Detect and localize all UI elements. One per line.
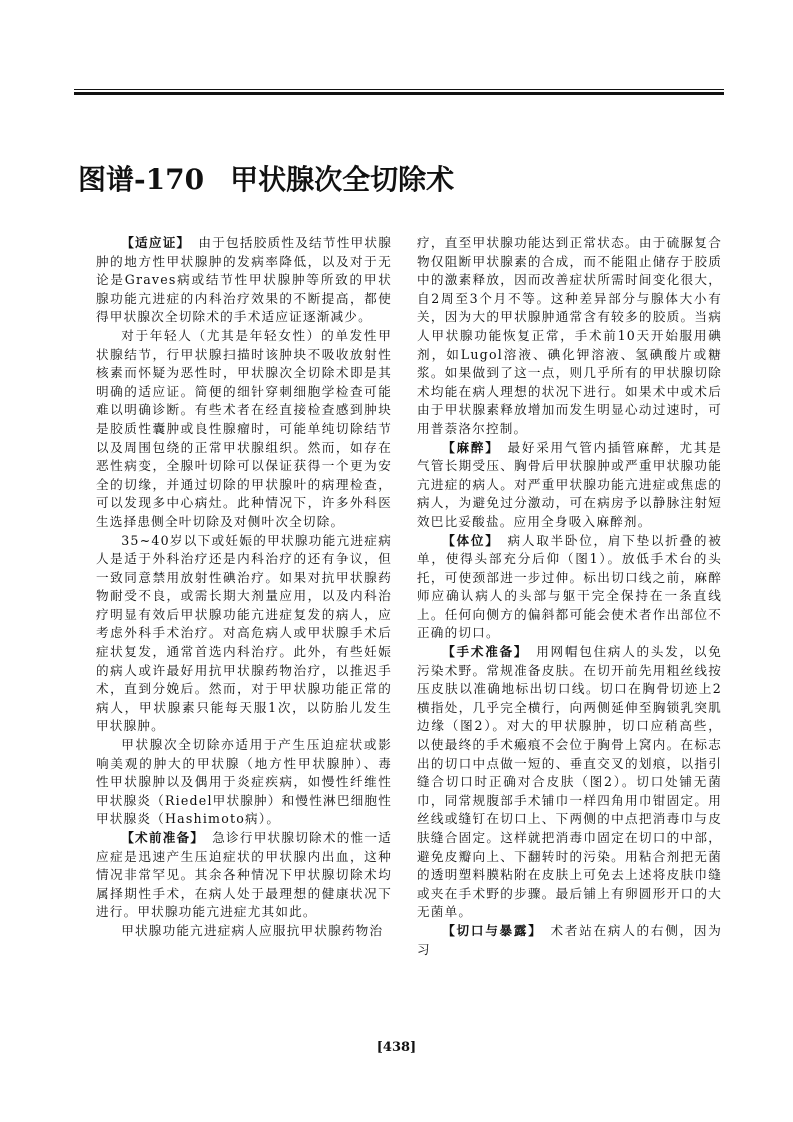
page-title (78, 158, 454, 198)
section-label: 【手术准备】 (442, 644, 529, 660)
section-label: 【麻醉】 (442, 439, 500, 455)
paragraph-text: 35~40岁以下或妊娠的甲状腺功能亢进症病人是适于外科治疗还是内科治疗的还有争议，但一致同意禁用放射性碘治疗。如果对抗甲状腺药物耐受不良，或需长期大剂量应用，以及内科治疗明显有效后甲状腺功能亢进症复发的病人，应考虑外科手术治疗。对高危病人或甲状腺手术后症状复发，通常首选内科治疗。此外，有些妊娠的病人或许最好用抗甲状腺药物治疗，以推迟手术，直到分娩后。然而，对于甲状腺功能正常的病人，甲状腺素只能每天服1次，以防胎儿发生甲状腺肿。 (96, 532, 392, 734)
paragraph-indications (96, 234, 392, 327)
right-column (417, 234, 722, 959)
paragraph (96, 532, 392, 737)
left-column (96, 234, 392, 941)
paragraph (96, 327, 392, 532)
page-number: [438] (376, 1040, 417, 1055)
header-rule-thick (74, 92, 724, 95)
paragraph-text: 甲状腺功能亢进症病人应服抗甲状腺药物治 (121, 922, 384, 938)
plate-number: 图谱-170 (78, 163, 205, 196)
paragraph-anesthesia (417, 439, 722, 532)
paragraph-continued (417, 234, 722, 439)
paragraph-text: 急诊行甲状腺切除术的惟一适应症是迅速产生压迫症状的甲状腺内出血，这种情况非常罕见。其余各种情况下甲状腺切除术均属择期性手术，在病人处于最理想的健康状况下进行。甲状腺功能亢进症尤其如此。 (96, 830, 393, 920)
paragraph-preop (96, 829, 392, 922)
paragraph-text: 用网帽包住病人的头发，以免污染术野。常规准备皮肤。在切开前先用粗丝线按压皮肤以准确地标出切口线。切口在胸骨切迹上2横指处，几乎完全横行，向两侧延伸至胸锁乳突肌边缘（图2）。对大的甲状腺肿，切口应稍高些，以使最终的手术瘢痕不会位于胸骨上窝内。在标志出的切口中点做一短的、垂直交叉的划痕，以指引缝合切口时正确对合皮肤（图2）。切口处铺无菌巾，同常规腹部手术铺巾一样四角用巾钳固定。用丝线或缝钉在切口上、下两侧的中点把消毒巾与皮肤缝合固定。这样就把消毒巾固定在切口的中部，避免皮瓣向上、下翻转时的污染。用粘合剂把无菌的透明塑料膜粘附在皮肤上可免去上述将皮肤巾缝或夹在手术野的步骤。最后铺上有卵圆形开口的大无菌单。 (417, 644, 723, 920)
paragraph-text: 最好采用气管内插管麻醉，尤其是气管长期受压、胸骨后甲状腺肿或严重甲状腺功能亢进症的病人。对严重甲状腺功能亢进症或焦虑的病人，为避免过分激动，可在病房予以静脉注射短效巴比妥酸盐。应用全身吸入麻醉剂。 (417, 439, 722, 529)
section-label: 【适应证】 (121, 235, 191, 250)
paragraph-incision (417, 922, 722, 959)
paragraph-text: 疗，直至甲状腺功能达到正常状态。由于硫脲复合物仅阻断甲状腺素的合成，而不能阻止储存于胶质中的激素释放，因而改善症状所需时间变化很大，自2周至3个月不等。这种差异部分与腺体大小有关，因为大的甲状腺肿通常含有较多的胶质。当病人甲状腺功能恢复正常，手术前10天开始服用碘剂，如Lugol溶液、碘化钾溶液、氢碘酸片或糖浆。如果做到了这一点，则几乎所有的甲状腺切除术均能在病人理想的状况下进行。如果术中或术后由于甲状腺素释放增加而发生明显心动过速时，可用普萘洛尔控制。 (417, 235, 722, 436)
paragraph-text: 对于年轻人（尤其是年轻女性）的单发性甲状腺结节，行甲状腺扫描时该肿块不吸收放射性核素而怀疑为恶性时，甲状腺次全切除术即是其明确的适应证。简便的细针穿刺细胞学检查可能难以明确诊断。有些术者在经直接检查感到肿块是胶质性囊肿或良性腺瘤时，可能单纯切除结节以及周围包绕的正常甲状腺组织。然而，如存在恶性病变，全腺叶切除可以保证获得一个更为安全的切缘，并通过切除的甲状腺叶的病理检查，可以发现多中心病灶。此种情况下，许多外科医生选择患侧全叶切除及对侧叶次全切除。 (96, 327, 392, 529)
paragraph-text: 甲状腺次全切除亦适用于产生压迫症状或影响美观的肿大的甲状腺（地方性甲状腺肿）、毒性甲状腺肿以及偶用于炎症疾病，如慢性纤维性甲状腺炎（Riedel甲状腺肿）和慢性淋巴细胞性甲状腺炎（Hashimoto病）。 (96, 737, 392, 827)
section-label: 【术前准备】 (121, 830, 205, 845)
plate-title: 甲状腺次全切除术 (230, 163, 455, 196)
paragraph-text: 术者站在病人的右侧，因为习 (417, 922, 722, 957)
paragraph-operative-prep (417, 643, 722, 922)
section-label: 【体位】 (442, 532, 500, 548)
header-rule-thin (74, 89, 724, 90)
paragraph (96, 736, 392, 829)
paragraph-position (417, 532, 722, 644)
paragraph-text: 病人取半卧位，肩下垫以折叠的被单，使得头部充分后仰（图1）。放低手术台的头托，可使颈部进一步过伸。标出切口线之前，麻醉师应确认病人的头部与躯干完全保持在一条直线上。任何向侧方的偏斜都可能会使术者作出部位不正确的切口。 (417, 532, 722, 641)
paragraph-text: 由于包括胶质性及结节性甲状腺肿的地方性甲状腺肿的发病率降低，以及对于无论是Graves病或结节性甲状腺肿等所致的甲状腺功能亢进症的内科治疗效果的不断提高，都使得甲状腺次全切除术的手术适应证逐渐减少。 (96, 235, 392, 325)
paragraph (96, 922, 392, 941)
section-label: 【切口与暴露】 (442, 922, 543, 938)
